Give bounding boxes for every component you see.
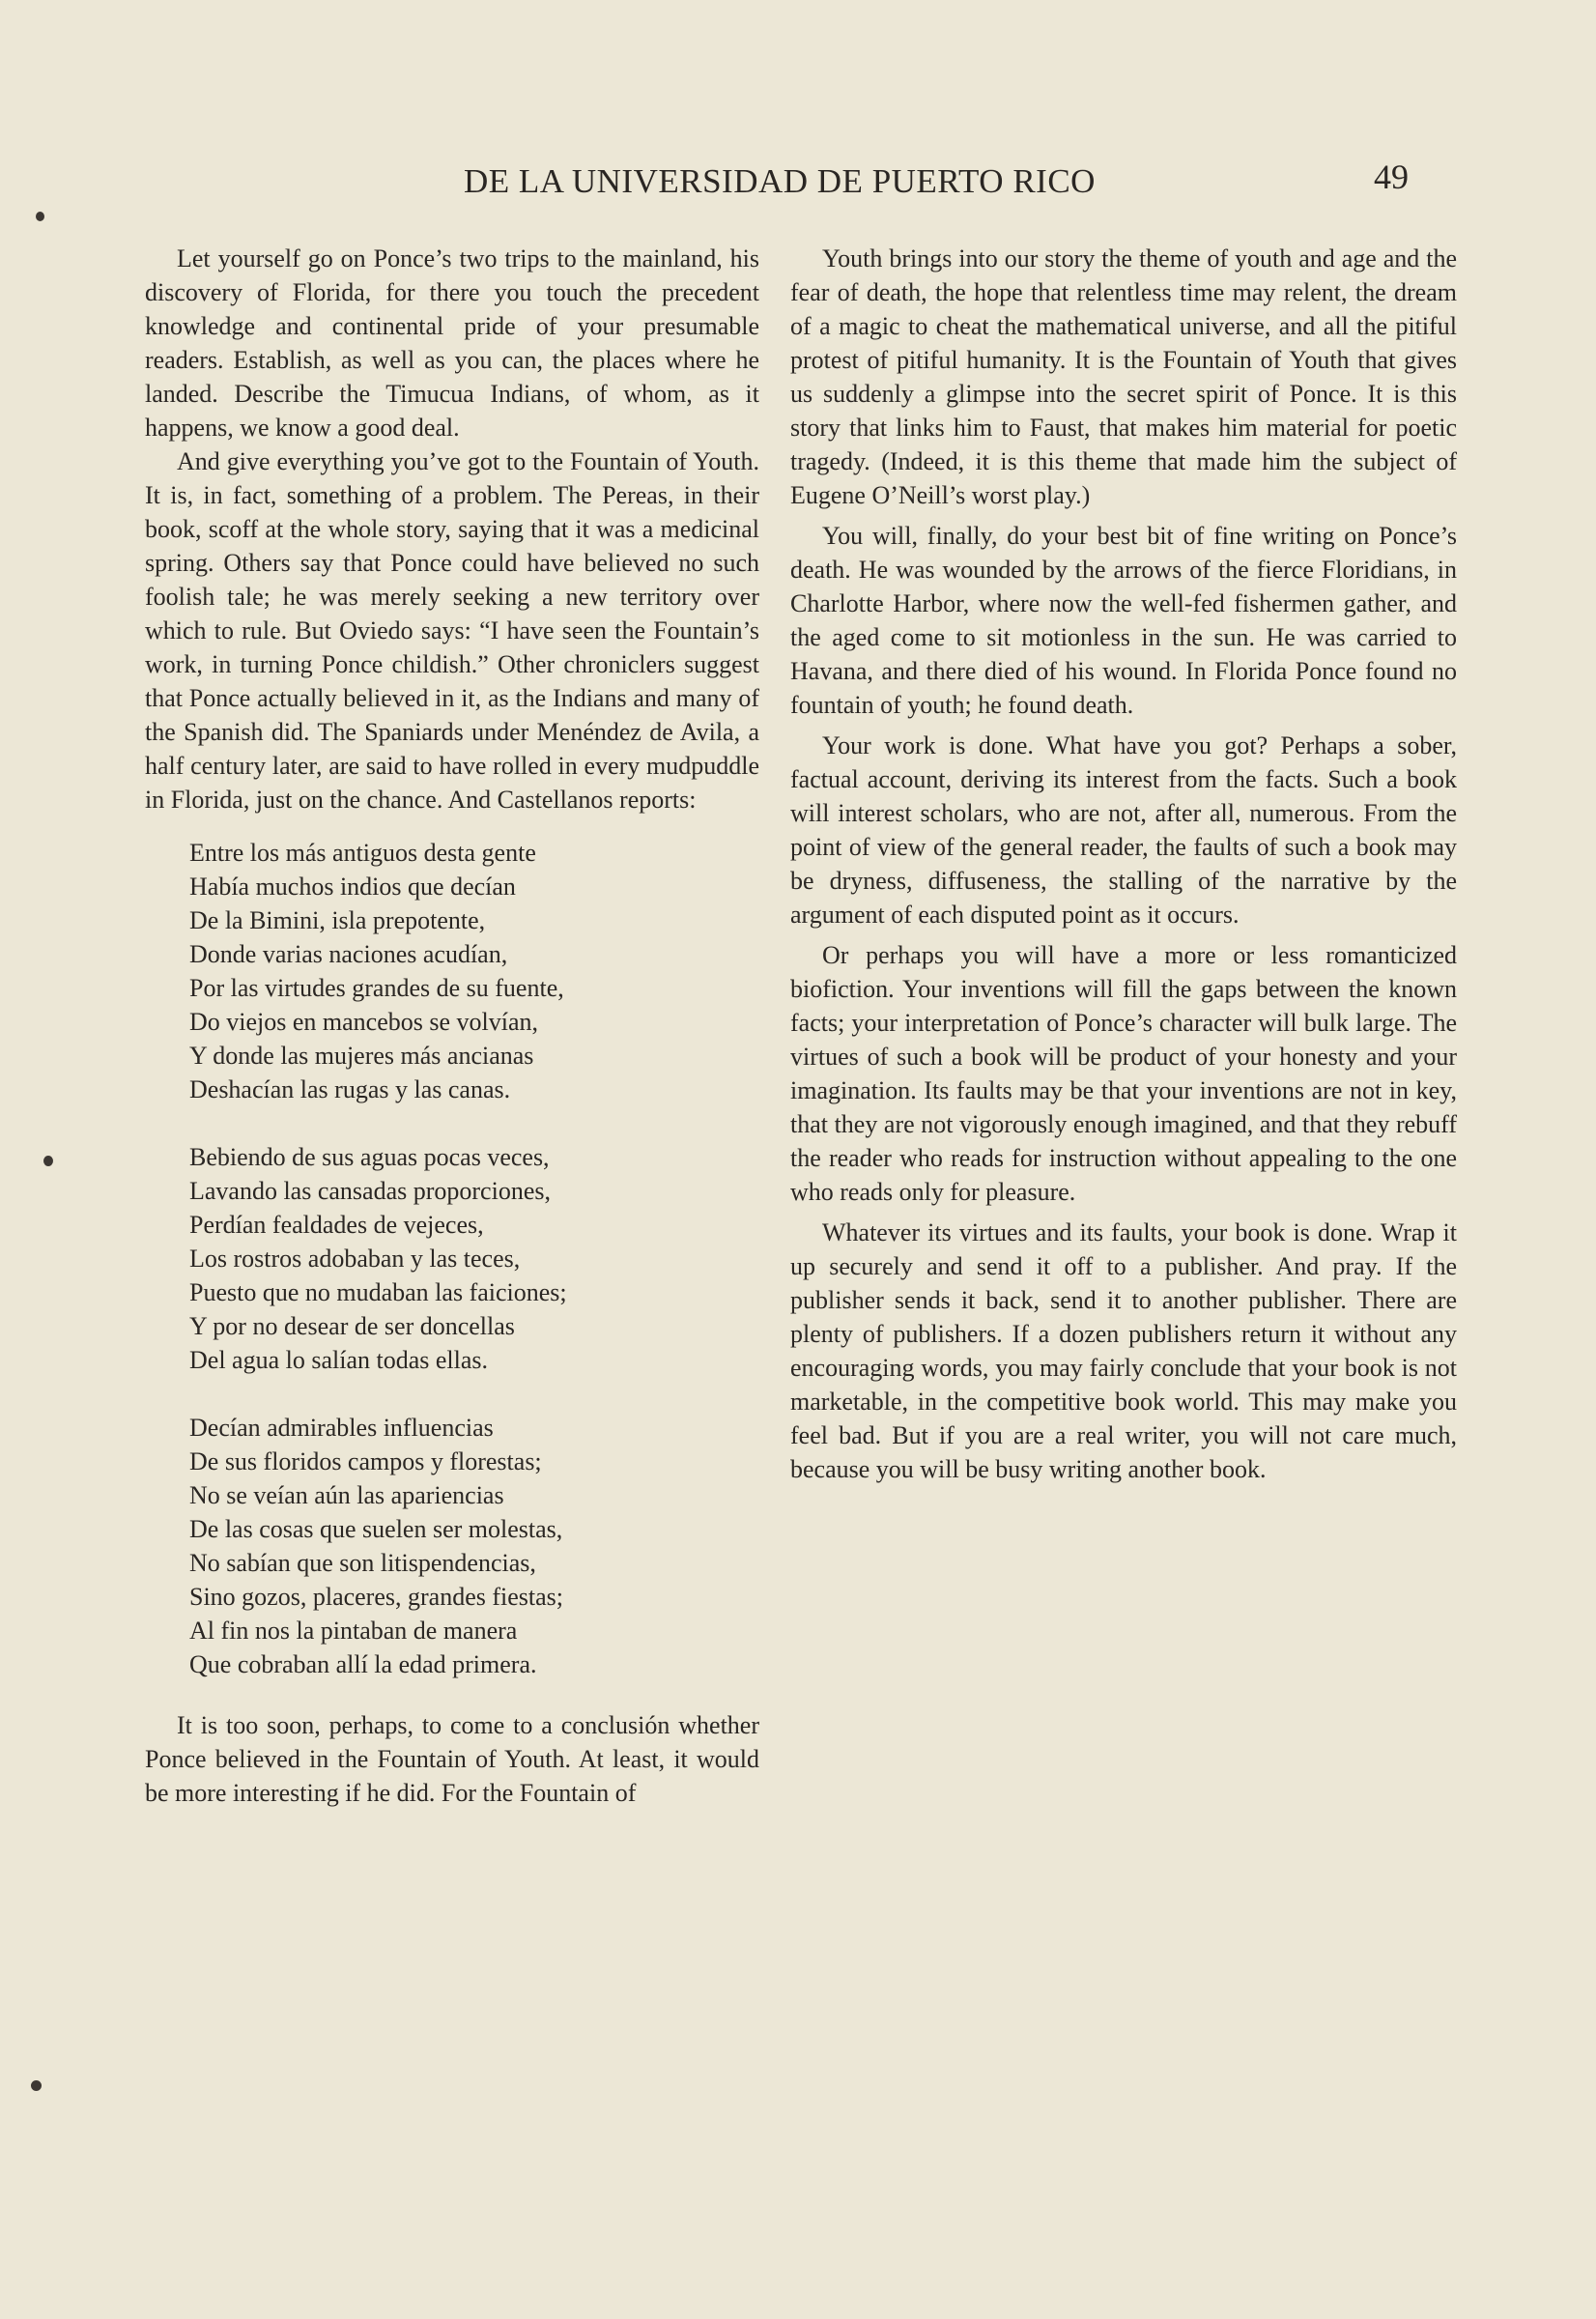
poem-line: Y por no desear de ser doncellas <box>189 1312 515 1340</box>
poem-line: Entre los más antiguos desta gente <box>189 839 536 867</box>
poem-line: No se veían aún las apariencias <box>189 1481 504 1509</box>
paragraph: Whatever its virtues and its faults, your book is done. Wrap it up securely and send it off to a publisher. And pray. If the publisher sends it back, send it to another publisher. There are plenty of publishers. If a dozen publishers return it without any encouraging words, you may fairly conclude that your book is not marketable, in the competitive book world. This may make you feel bad. But if you are a real writer, you will not care much, because you will be busy writing another book. <box>790 1218 1457 1483</box>
poem-stanza <box>189 836 759 1106</box>
paragraph: Youth brings into our story the theme of youth and age and the fear of death, the hope that relentless time may relent, the dream of a magic to cheat the mathematical universe, and all the pitiful protest of pitiful humanity. It is the Fountain of Youth that gives us suddenly a glimpse into the secret spirit of Ponce. It is this story that links him to Faust, that makes him material for poetic tragedy. (Indeed, it is this theme that made him the subject of Eugene O’Neill’s worst play.) <box>790 244 1457 509</box>
paragraph: Let yourself go on Ponce’s two trips to the mainland, his discovery of Florida, for there you touch the precedent knowledge and continental pride of your presumable readers. Establish, as well as you can, the places where he landed. Describe the Timucua Indians, of whom, as it happens, we know a good deal. <box>145 244 759 442</box>
poem-line: Al fin nos la pintaban de manera <box>189 1617 518 1645</box>
running-head <box>0 153 1596 211</box>
paragraph: You will, finally, do your best bit of fine writing on Ponce’s death. He was wounded by the arrows of the fierce Floridians, in Charlotte Harbor, where now the well-fed fishermen gather, and the aged come to sit motionless in the sun. He was carried to Havana, and there died of his wound. In Florida Ponce found no fountain of youth; he found death. <box>790 522 1457 719</box>
right-column <box>790 242 1457 1486</box>
poem-line: Decían admirables influencias <box>189 1414 494 1442</box>
poem-line: De la Bimini, isla prepotente, <box>189 906 486 934</box>
poem-line: Puesto que no mudaban las faiciones; <box>189 1278 567 1306</box>
paragraph: Your work is done. What have you got? Perhaps a sober, factual account, deriving its interest from the facts. Such a book will interest scholars, who are not, after all, numerous. From the point of view of the general reader, the faults of such a book may be dryness, diffuseness, the stalling of the narrative by the argument of each disputed point as it occurs. <box>790 731 1457 929</box>
poem-line: Sino gozos, placeres, grandes fiestas; <box>189 1583 564 1611</box>
page-number: 49 <box>1374 157 1409 196</box>
poem-line: Bebiendo de sus aguas pocas veces, <box>189 1143 550 1171</box>
scan-speck <box>43 1156 53 1166</box>
poem-line: Perdían fealdades de vejeces, <box>189 1211 484 1239</box>
poem-line: Deshacían las rugas y las canas. <box>189 1075 511 1103</box>
paragraph: And give everything you’ve got to the Fountain of Youth. It is, in fact, something of a problem. The Pereas, in their book, scoff at the whole story, saying that it was a medicinal spring. Others say that Ponce could have believed no such foolish tale; he was merely seeking a new territory over which to rule. But Oviedo says: “I have seen the Fountain’s work, in turning Ponce childish.” Other chroniclers suggest that Ponce actually believed in it, as the Indians and many of the Spanish did. The Spaniards under Menéndez de Avila, a half century later, are said to have rolled in every mudpuddle in Florida, just on the chance. And Castellanos reports: <box>145 447 759 814</box>
scan-speck <box>36 212 44 221</box>
running-title: DE LA UNIVERSIDAD DE PUERTO RICO <box>464 162 1096 200</box>
poem-line: Lavando las cansadas proporciones, <box>189 1177 551 1205</box>
scan-speck <box>31 2080 42 2091</box>
poem-line: Que cobraban allí la edad primera. <box>189 1650 537 1678</box>
poem-line: Por las virtudes grandes de su fuente, <box>189 974 564 1002</box>
poem-stanza <box>189 1411 759 1681</box>
poem-line: De sus floridos campos y florestas; <box>189 1447 542 1475</box>
poem-line: Donde varias naciones acudían, <box>189 940 508 968</box>
poem-line: Los rostros adobaban y las teces, <box>189 1245 521 1273</box>
poem-line: Había muchos indios que decían <box>189 873 516 901</box>
poem-line: Do viejos en mancebos se volvían, <box>189 1008 539 1036</box>
poem-quotation <box>189 836 759 1681</box>
poem-stanza <box>189 1140 759 1377</box>
paragraph: Or perhaps you will have a more or less romanticized biofiction. Your inventions will fill the gaps between the known facts; your interpretation of Ponce’s character will bulk large. The virtues of such a book will be product of your honesty and your imagination. Its faults may be that your inventions are not in key, that they are not vigorously enough imagined, and that they rebuff the reader who reads for instruction without appealing to the one who reads only for pleasure. <box>790 941 1457 1206</box>
left-column <box>145 242 759 1810</box>
poem-line: Del agua lo salían todas ellas. <box>189 1346 489 1374</box>
poem-line: De las cosas que suelen ser molestas, <box>189 1515 563 1543</box>
poem-line: Y donde las mujeres más ancianas <box>189 1042 534 1070</box>
paragraph: It is too soon, perhaps, to come to a conclusión whether Ponce believed in the Fountain of Youth. At least, it would be more interesting if he did. For the Fountain of <box>145 1711 759 1807</box>
poem-line: No sabían que son litispendencias, <box>189 1549 536 1577</box>
